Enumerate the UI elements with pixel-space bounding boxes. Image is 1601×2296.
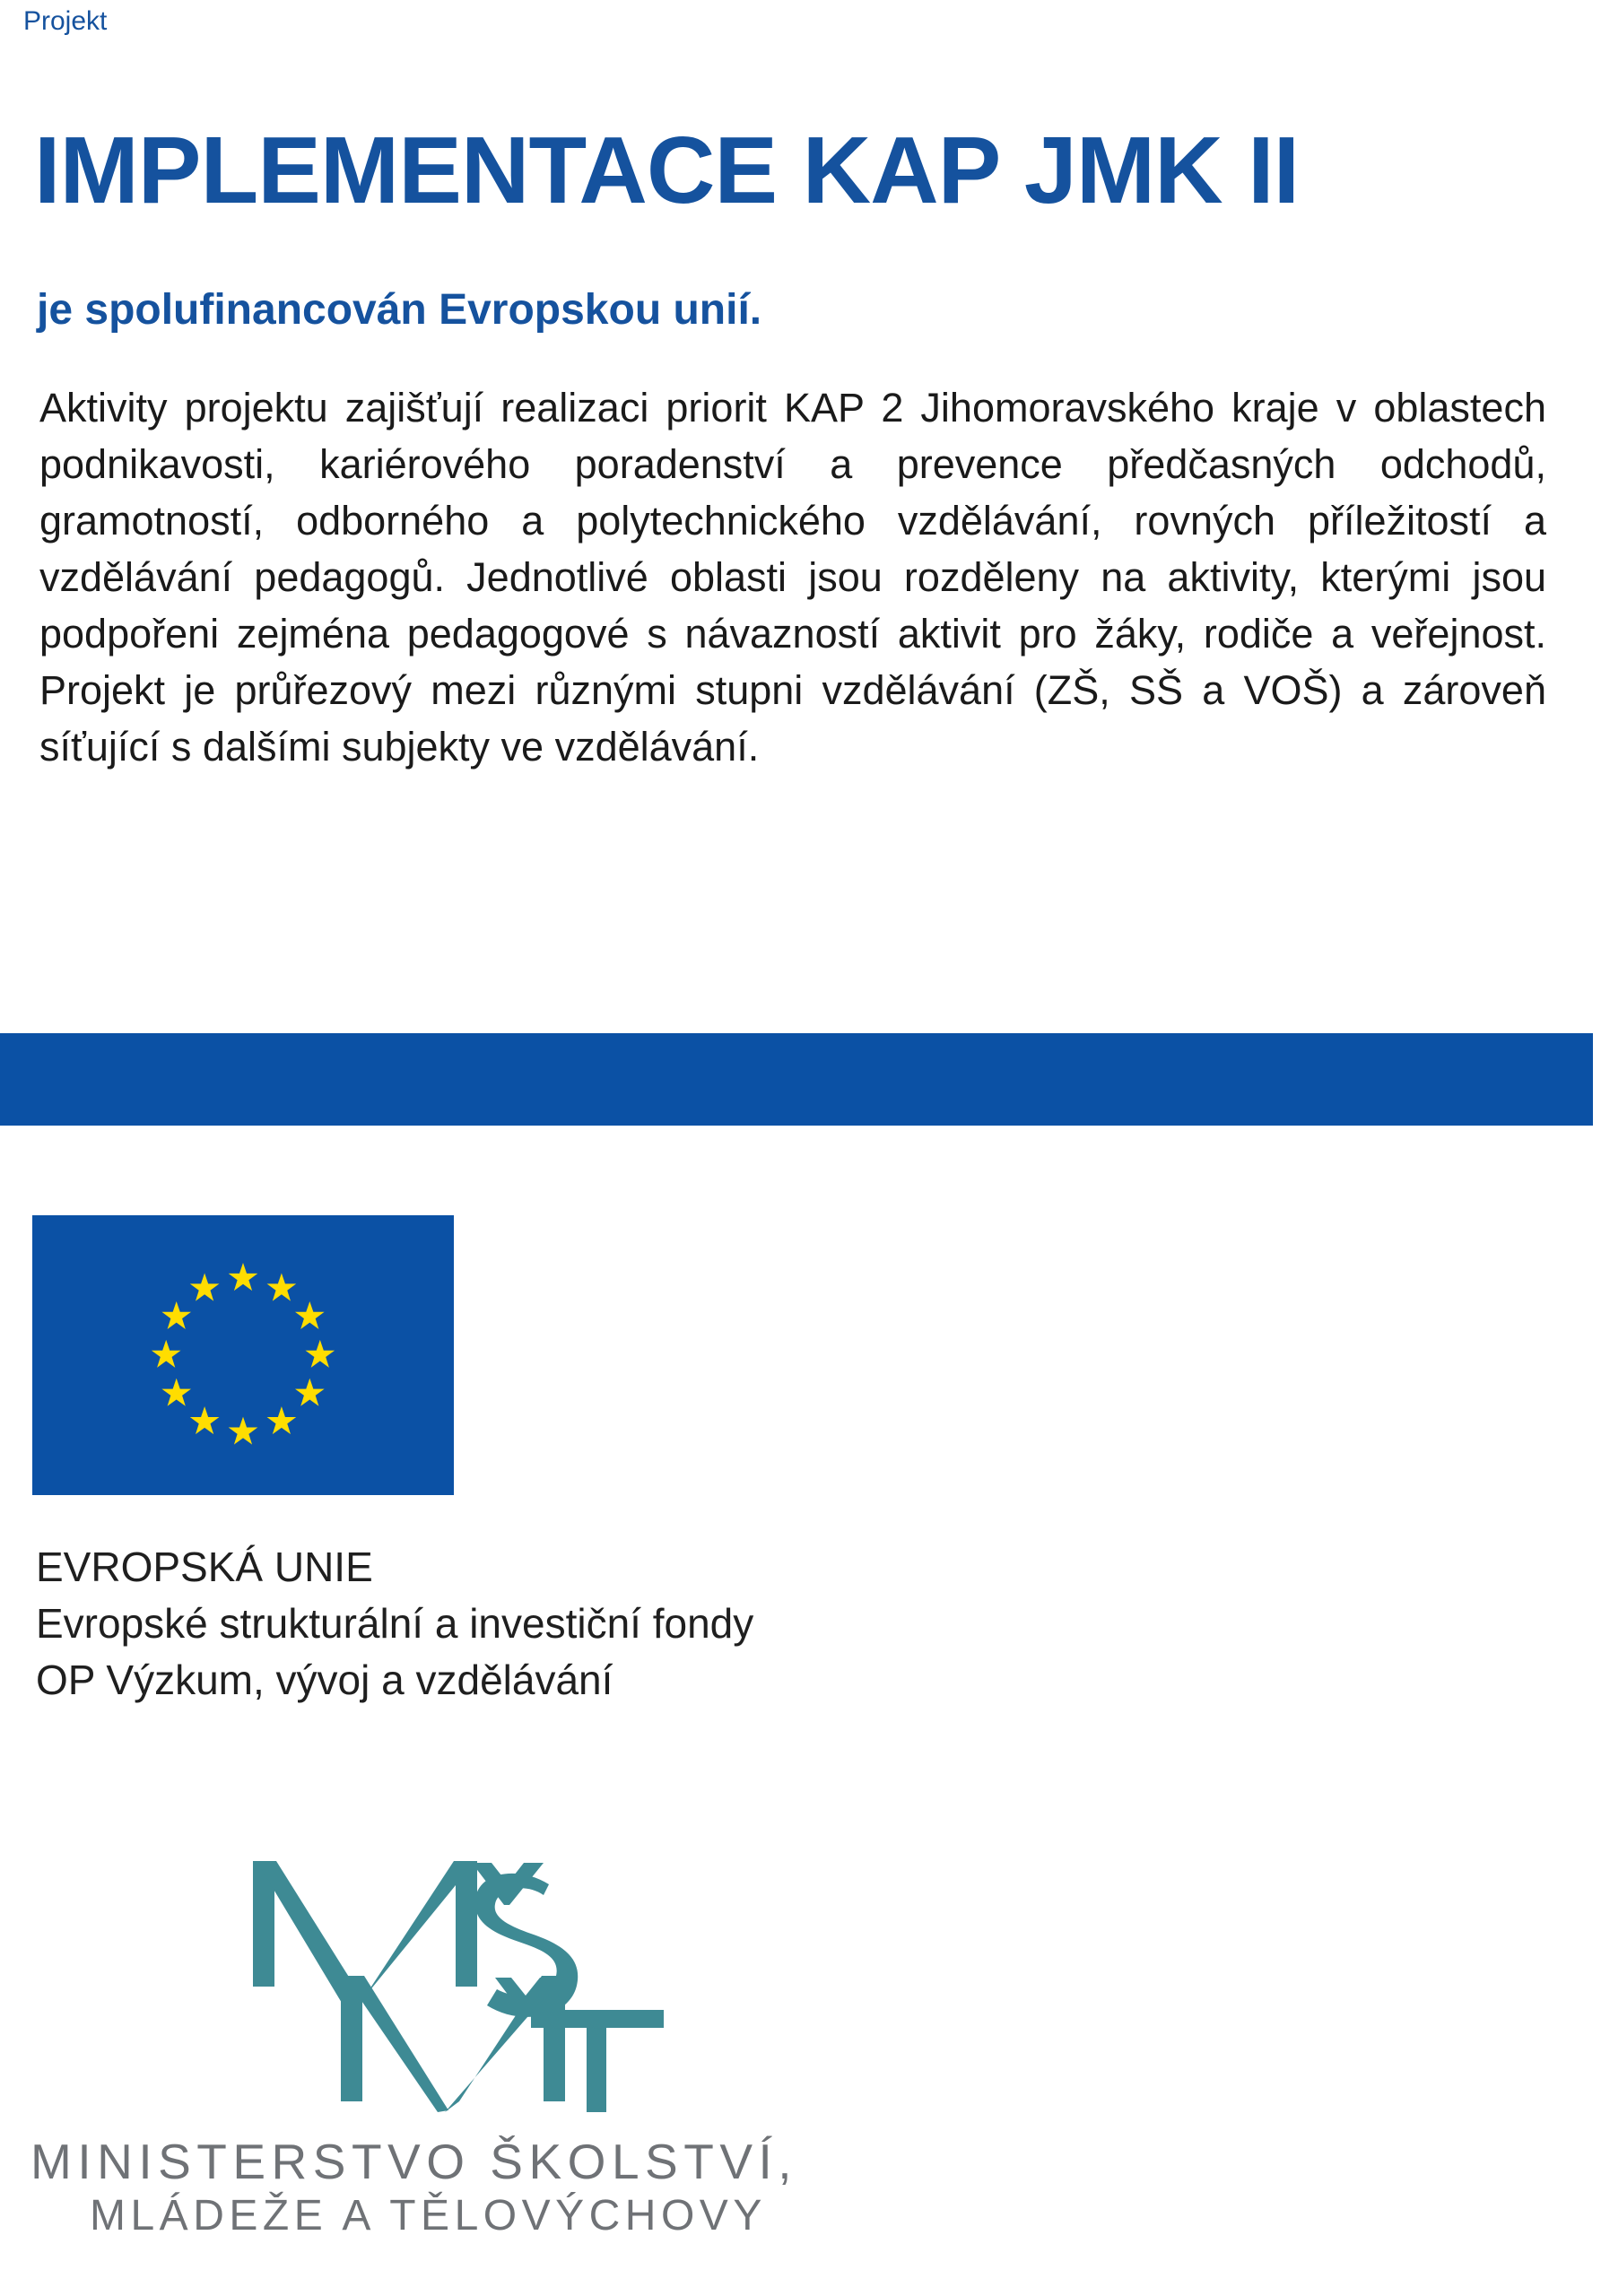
eu-caption-line-1: EVROPSKÁ UNIE xyxy=(36,1544,373,1590)
ministry-wordmark-line-1: MINISTERSTVO ŠKOLSTVÍ, xyxy=(30,2134,798,2189)
ministry-wordmark-line-2: MLÁDEŽE A TĚLOVÝCHOVY xyxy=(90,2192,767,2239)
blue-divider-bar xyxy=(0,1033,1593,1126)
eu-caption-line-3: OP Výzkum, vývoj a vzdělávání xyxy=(36,1657,613,1703)
eu-caption-block xyxy=(36,1539,1112,1709)
project-eyebrow-label: Projekt xyxy=(23,6,108,36)
eu-flag-icon xyxy=(32,1215,454,1495)
eu-caption-line-2: Evropské strukturální a investiční fondy xyxy=(36,1600,754,1647)
page-title: IMPLEMENTACE KAP JMK II xyxy=(34,117,1300,224)
project-description-paragraph: Aktivity projektu zajišťují realizaci priorit KAP 2 Jihomoravského kraje v oblastech podnikavosti, kariérového poradenství a prevence předčasných odchodů, gramotností, odborného a polytechnického vzdělávání, rovných příležitostí a vzdělávání pedagogů. Jednotlivé oblasti jsou rozděleny na aktivity, kterými jsou podpořeni zejména pedagogové s návazností aktivit pro žáky, rodiče a veřejnost. Projekt je průřezový mezi různými stupni vzdělávání (ZŠ, SŠ a VOŠ) a zároveň síťující s dalšími subjekty ve vzdělávání. xyxy=(39,385,1546,770)
funding-subtitle: je spolufinancován Evropskou unií. xyxy=(37,285,762,334)
msmt-logo-icon xyxy=(235,1843,692,2112)
